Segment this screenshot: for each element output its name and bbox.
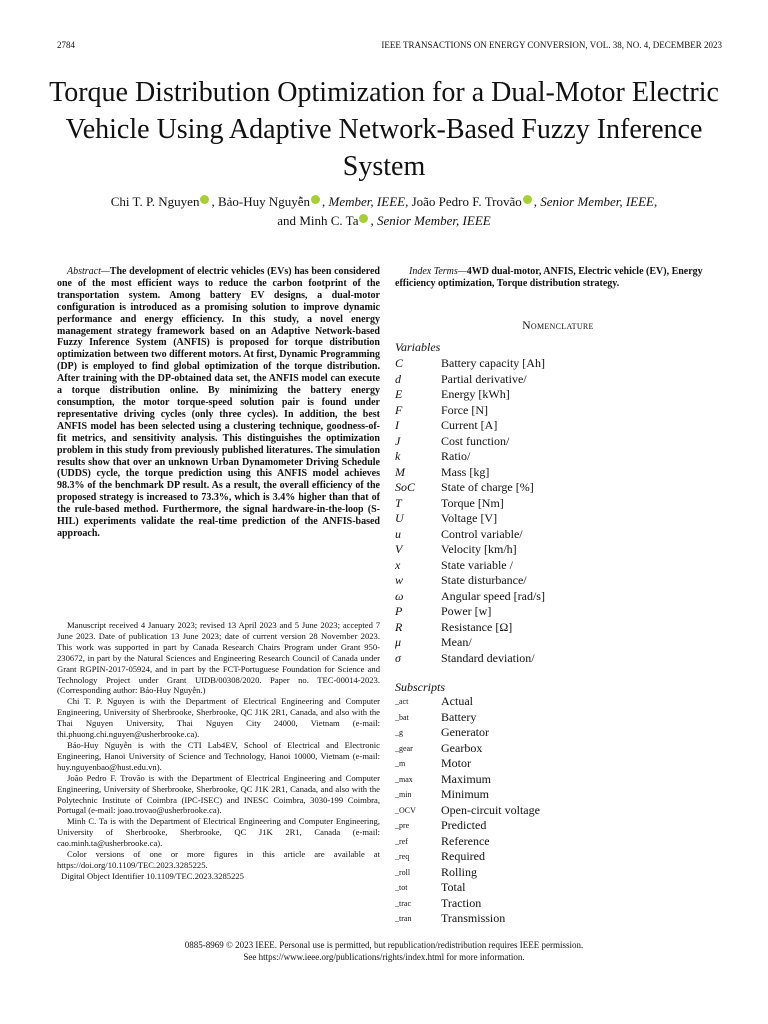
nomenclature-entry — [395, 558, 721, 574]
author-4: Minh C. Ta — [299, 213, 359, 228]
nomenclature-entry — [395, 496, 721, 512]
nomenclature-symbol: _ref — [395, 836, 408, 846]
nomenclature-symbol: _roll — [395, 867, 411, 877]
nomenclature-symbol: ω — [395, 588, 404, 603]
index-terms — [395, 266, 721, 290]
orcid-icon[interactable] — [359, 214, 368, 223]
nomenclature-symbol: SoC — [395, 480, 416, 494]
author-2-role: Member, IEEE — [328, 194, 406, 209]
nomenclature-symbol: w — [395, 573, 404, 587]
orcid-icon[interactable] — [200, 195, 209, 204]
nomenclature-symbol: _bat — [395, 712, 409, 722]
abstract-text: The development of electric vehicles (EVs) has been considered one of the most efficient ways to reduce the carbon footprint of the transportation system. Among battery EV designs, a dual-motor configuration is introduced as a promising solution to improve dynamic performance and energy efficiency. In this study, a novel energy management strategy framework based on an Adaptive Network-based Fuzzy Inference System (ANFIS) is proposed for torque distribution optimization between two different motors. At first, Dynamic Programming (DP) is employed to find global optimization of the torque distribution. After training with the DP-obtained data set, the ANFIS model can execute a torque distribution online. By minimizing the battery energy consumption, the motor torque-speed solution pair is found under representative driving cycles (only three cycles). In addition, the best ANFIS model has been selected using a clustering technique, goodness-of-fit metrics, and sensitivity analysis. This distinguishes the optimization problem in this study from previously published literatures. The simulation results show that over an unknown Urban Dynamometer Driving Schedule (UDDS) cycle, the torque prediction using this ANFIS model achieves 98.3% of the benchmark DP result. As a result, the overall efficiency of the proposed strategy is increased to 73.3%, which is 3.4% higher than that of the rule-based method. Furthermore, the signal hardware-in-the-loop (S-HIL) experiments validate the real-time prediction of the ANFIS-based approach. — [57, 266, 380, 539]
page-number: 2784 — [57, 40, 75, 50]
nomenclature-entry — [395, 635, 721, 651]
nomenclature-heading: Nomenclature — [522, 320, 594, 332]
nomenclature-symbol: P — [395, 604, 403, 618]
manuscript-note: Manuscript received 4 January 2023; revised 13 April 2023 and 5 June 2023; accepted 7 June 2023. Date of publication 13 June 2023; date of current version 28 November 2023. This work was supported in part by Canada Research Chairs Program under Grant 950-230672, in part by the Natural Sciences and Engineering Research Council of Canada under Grant RGPIN-2017-05924, and in part by the FCT-Portuguese Foundation for Science and Technology Project under Grant UIDB/00308/2020. Paper no. TEC-00014-2023. (Corresponding author: Bảo-Huy Nguyễn.) — [57, 620, 380, 696]
nomenclature-description: State variable / — [441, 557, 513, 572]
affiliation-4: Minh C. Ta is with the Department of Electrical Engineering and Computer Engineering, University of Sherbrooke, Sherbrooke, QC J1K 2R1, Canada (e-mail: cao.minh.ta@usherbrooke.ca). — [57, 816, 380, 849]
nomenclature-description: Generator — [441, 725, 489, 739]
nomenclature-symbol: _tot — [395, 883, 408, 892]
nomenclature-entry — [395, 356, 721, 372]
author-4-role: Senior Member, IEEE — [376, 213, 491, 228]
nomenclature-symbol: _m — [395, 759, 406, 768]
nomenclature-description: Required — [441, 849, 485, 863]
nomenclature-description: Force [N] — [441, 402, 488, 417]
nomenclature-entry — [395, 803, 721, 819]
nomenclature-symbol: R — [395, 619, 403, 634]
nomenclature-description: Maximum — [441, 771, 491, 786]
nomenclature-description: Standard deviation/ — [441, 650, 535, 665]
nomenclature-entry — [395, 434, 721, 450]
nomenclature-symbol: T — [395, 495, 402, 510]
nomenclature-entry — [395, 694, 721, 710]
author-1: Chi T. P. Nguyen — [110, 194, 200, 209]
nomenclature-description: Transmission — [441, 911, 506, 925]
nomenclature-description: Minimum — [441, 787, 490, 801]
index-terms-text: 4WD dual-motor, ANFIS, Electric vehicle (EV), Energy efficiency optimization, Torque distribution strategy. — [395, 266, 703, 289]
nomenclature-description: Angular speed [rad/s] — [441, 588, 545, 603]
orcid-icon[interactable] — [311, 195, 320, 204]
right-column — [395, 266, 721, 290]
nomenclature-symbol: F — [395, 402, 403, 417]
nomenclature-entry — [395, 911, 721, 927]
nomenclature-entry — [395, 787, 721, 803]
copyright-notice — [40, 940, 728, 963]
nomenclature-description: Traction — [441, 895, 482, 910]
footnotes — [57, 620, 380, 882]
nomenclature-entry — [395, 418, 721, 434]
subscripts-heading: Subscripts — [395, 680, 446, 694]
affiliation-1: Chi T. P. Nguyen is with the Department of Electrical Engineering and Computer Engineering, University of Sherbrooke, Sherbrooke, QC J1K 2R1, Canada, and also with the Thai Nguyen University, Thai Nguyen City 24000, Vietnam (e-mail: thi.phuong.chi.nguyen@usherbrooke.ca). — [57, 696, 380, 740]
nomenclature-symbol: u — [395, 526, 401, 541]
running-header — [57, 40, 722, 50]
nomenclature-symbol: μ — [395, 635, 402, 649]
nomenclature-description: Power [w] — [441, 604, 492, 618]
nomenclature-entry — [395, 834, 721, 850]
nomenclature-entry — [395, 480, 721, 496]
nomenclature-description: Control variable/ — [441, 526, 523, 541]
author-3: João Pedro F. Trovão — [411, 194, 522, 209]
nomenclature-symbol: V — [395, 542, 403, 556]
color-note: Color versions of one or more figures in this article are available at https://doi.org/10.1109/TEC.2023.3285225. — [57, 849, 380, 870]
nomenclature-entry — [395, 865, 721, 881]
nomenclature-entry — [395, 604, 721, 620]
nomenclature-symbol: _g — [395, 728, 403, 737]
nomenclature-description: Battery — [441, 709, 477, 724]
paper-title: Torque Distribution Optimization for a Dual-Motor Electric Vehicle Using Adaptive Network-Based Fuzzy Inference System — [49, 77, 719, 182]
journal-name: IEEE TRANSACTIONS ON ENERGY CONVERSION, VOL. 38, NO. 4, DECEMBER 2023 — [381, 40, 722, 50]
nomenclature-symbol: E — [395, 387, 403, 401]
nomenclature-entry — [395, 527, 721, 543]
nomenclature-entry — [395, 511, 721, 527]
nomenclature-entry — [395, 589, 721, 605]
nomenclature-description: Gearbox — [441, 740, 483, 755]
nomenclature-symbol: _min — [395, 790, 412, 799]
nomenclature-symbol: _tran — [395, 914, 412, 923]
nomenclature-entry — [395, 756, 721, 772]
nomenclature-entry — [395, 725, 721, 741]
orcid-icon[interactable] — [523, 195, 532, 204]
nomenclature-description: Total — [441, 880, 466, 894]
nomenclature-symbol: C — [395, 356, 404, 370]
nomenclature-symbol: _gear — [395, 743, 413, 753]
author-list: Chi T. P. Nguyen , Bảo-Huy Nguyễn , Member, IEEE, João Pedro F. Trovão , Senior Member, IEEE, and Minh C. Ta , Senior Member, IEEE — [110, 194, 658, 228]
nomenclature-symbol: U — [395, 511, 404, 525]
variables-list — [395, 356, 721, 666]
nomenclature-symbol: _max — [395, 774, 413, 784]
nomenclature-entry — [395, 880, 721, 896]
nomenclature-description: Voltage [V] — [441, 511, 498, 525]
nomenclature-entry — [395, 651, 721, 667]
nomenclature-entry — [395, 449, 721, 465]
nomenclature-description: Partial derivative/ — [441, 371, 527, 386]
nomenclature-symbol: σ — [395, 650, 401, 665]
nomenclature-symbol: d — [395, 371, 401, 386]
abstract-label: Abstract— — [67, 266, 110, 277]
nomenclature-description: Mean/ — [441, 635, 472, 649]
nomenclature-description: Open-circuit voltage — [441, 802, 540, 817]
nomenclature-entry — [395, 772, 721, 788]
nomenclature-description: Actual — [441, 694, 473, 708]
subscripts-list — [395, 694, 721, 927]
nomenclature-description: Motor — [441, 756, 471, 770]
nomenclature-description: Mass [kg] — [441, 464, 490, 479]
nomenclature-entry — [395, 372, 721, 388]
nomenclature-description: Cost function/ — [441, 433, 510, 448]
nomenclature-description: Rolling — [441, 864, 478, 879]
copyright-line-1: 0885-8969 © 2023 IEEE. Personal use is permitted, but republication/redistribution requires IEEE permission. — [184, 940, 584, 950]
nomenclature-description: Battery capacity [Ah] — [441, 356, 545, 370]
nomenclature-entry — [395, 741, 721, 757]
nomenclature-description: Reference — [441, 833, 490, 848]
nomenclature-symbol: _pre — [395, 821, 410, 830]
nomenclature-symbol: I — [395, 418, 399, 432]
affiliation-2: Bảo-Huy Nguyễn is with the CTI Lab4EV, School of Electrical and Electronic Engineering, Hanoi University of Science and Technology, Hanoi 10000, Vietnam (e-mail: huy.nguyenbao@hust.edu.vn). — [57, 739, 380, 772]
doi-line: Digital Object Identifier 10.1109/TEC.2023.3285225 — [61, 870, 244, 881]
nomenclature-symbol: _OCV — [395, 805, 416, 815]
nomenclature-description: Velocity [km/h] — [441, 542, 517, 556]
nomenclature-entry — [395, 818, 721, 834]
nomenclature-description: State of charge [%] — [441, 480, 534, 494]
nomenclature-symbol: x — [395, 557, 401, 572]
nomenclature-entry — [395, 896, 721, 912]
nomenclature-entry — [395, 465, 721, 481]
nomenclature-description: Resistance [Ω] — [441, 619, 513, 634]
nomenclature-symbol: k — [395, 449, 401, 463]
nomenclature-symbol: M — [395, 464, 405, 479]
nomenclature-description: Torque [Nm] — [441, 495, 504, 510]
nomenclature-entry — [395, 387, 721, 403]
nomenclature-description: Current [A] — [441, 418, 498, 432]
abstract — [57, 266, 380, 540]
author-3-role: Senior Member, IEEE — [540, 194, 654, 209]
nomenclature-entry — [395, 403, 721, 419]
nomenclature-description: State disturbance/ — [441, 573, 527, 587]
variables-heading: Variables — [395, 340, 441, 354]
nomenclature-description: Energy [kWh] — [441, 387, 510, 401]
nomenclature-entry — [395, 542, 721, 558]
nomenclature-entry — [395, 849, 721, 865]
nomenclature-symbol: _trac — [395, 898, 411, 908]
nomenclature-symbol: _req — [395, 852, 410, 861]
index-terms-label: Index Terms— — [409, 266, 467, 277]
affiliation-3: João Pedro F. Trovão is with the Department of Electrical Engineering and Computer Engineering, University of Sherbrooke, Sherbrooke, QC J1K 2R1, Canada, and also with the Polytechnic Institute of Coimbra (IPC-ISEC) and INESC Coimbra, 3030-199 Coimbra, Portugal (e-mail: joao.trovao@usherbrooke.ca). — [57, 772, 380, 816]
nomenclature-description: Predicted — [441, 818, 487, 832]
author-conjunction: and — [277, 213, 297, 228]
copyright-line-2: See https://www.ieee.org/publications/rights/index.html for more information. — [243, 951, 525, 962]
nomenclature-entry — [395, 620, 721, 636]
nomenclature-symbol: _act — [395, 697, 409, 706]
nomenclature-entry — [395, 710, 721, 726]
nomenclature-description: Ratio/ — [441, 449, 471, 463]
nomenclature-symbol: J — [395, 433, 401, 448]
nomenclature-entry — [395, 573, 721, 589]
author-2: Bảo-Huy Nguyễn — [217, 194, 311, 209]
left-column — [57, 266, 380, 540]
